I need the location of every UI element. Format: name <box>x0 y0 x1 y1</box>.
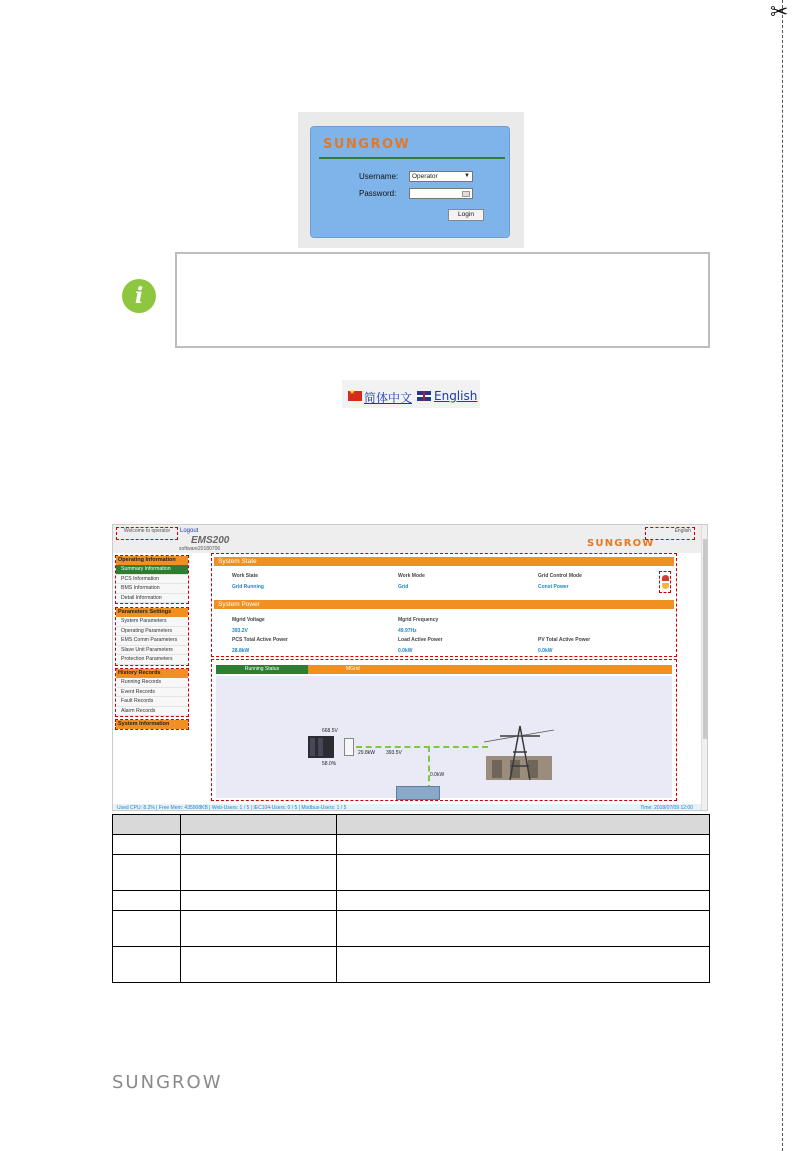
welcome-box: Welcome to operator <box>116 527 178 540</box>
system-power-title: System Power <box>214 600 674 609</box>
table-header-cell <box>181 815 337 835</box>
sidebar-group-parameters <box>115 607 189 666</box>
sidebar-group-operating <box>115 555 189 604</box>
ems-title: EMS200 <box>191 535 230 546</box>
table-cell <box>181 835 337 855</box>
login-divider <box>319 157 505 159</box>
pcs-power-value: 28.8kW <box>232 648 250 654</box>
cut-line <box>782 0 783 1151</box>
login-panel <box>310 126 510 238</box>
keyboard-icon[interactable] <box>462 191 470 197</box>
tab-running-status[interactable]: Running Status <box>216 665 308 674</box>
sidebar-item-fault-records[interactable]: Fault Records <box>116 697 188 707</box>
username-label: Username: <box>359 172 399 181</box>
load-building-icon <box>396 786 440 800</box>
password-label: Password: <box>359 189 397 198</box>
chinese-link[interactable]: 简体中文 <box>364 391 413 405</box>
battery-icon <box>308 736 334 758</box>
sidebar-head-system[interactable]: System Information <box>116 720 188 729</box>
sidebar-item-detail[interactable]: Detail Information <box>116 594 188 604</box>
login-screenshot <box>298 112 524 248</box>
collapse-arrows[interactable] <box>659 571 671 593</box>
pcs-power-flow: 29.8kW <box>358 750 375 756</box>
mgrid-frequency-value: 49.97Hz <box>398 628 417 634</box>
table-cell <box>337 855 710 891</box>
system-state-title: System State <box>214 557 674 566</box>
sidebar-head-history[interactable]: History Records <box>116 669 188 678</box>
software-version: software20180706 <box>179 546 221 552</box>
status-bar <box>113 804 701 811</box>
diagram-tabbar <box>216 665 672 674</box>
table-cell <box>181 891 337 911</box>
table-cell <box>113 891 181 911</box>
login-logo: SUNGROW <box>323 137 411 152</box>
table-cell <box>337 947 710 983</box>
sidebar-item-protection[interactable]: Protection Parameters <box>116 655 188 665</box>
sidebar-item-alarm-records[interactable]: Alarm Records <box>116 707 188 717</box>
battery-soc: 58.0% <box>322 761 337 767</box>
sidebar-item-event-records[interactable]: Event Records <box>116 688 188 698</box>
ems-logo: SUNGROW <box>587 538 655 549</box>
mgrid-voltage-label: Mgrid Voltage <box>232 617 265 623</box>
load-power-label: Load Active Power <box>398 637 443 643</box>
logout-link[interactable]: Logout <box>180 528 199 534</box>
username-select[interactable] <box>409 171 473 182</box>
table-cell <box>181 911 337 947</box>
system-state-panel <box>211 553 677 657</box>
grid-control-value: Const Power <box>538 584 569 590</box>
password-field[interactable] <box>409 188 473 199</box>
footer-logo: SUNGROW <box>112 1072 223 1093</box>
pcs-power-label: PCS Total Active Power <box>232 637 288 643</box>
table-header-cell <box>337 815 710 835</box>
table-cell <box>181 947 337 983</box>
table-cell <box>337 911 710 947</box>
work-state-value: Grid Running <box>232 584 264 590</box>
sidebar-item-ems-comm[interactable]: EMS Comm Parameters <box>116 636 188 646</box>
bus-voltage: 393.5V <box>386 750 402 756</box>
work-state-label: Work State <box>232 573 259 579</box>
table-cell <box>113 855 181 891</box>
power-line-vertical <box>428 746 430 791</box>
mgrid-frequency-label: Mgrid Frequency <box>398 617 439 623</box>
info-icon: i <box>122 279 156 313</box>
pv-power-value: 0.0kW <box>538 648 553 654</box>
power-line-horizontal <box>356 746 488 748</box>
scrollbar-thumb[interactable] <box>703 539 708 739</box>
sidebar-head-operating[interactable]: Operating Information <box>116 556 188 565</box>
table-row <box>113 855 710 891</box>
work-mode-value: Grid <box>398 584 409 590</box>
work-mode-label: Work Mode <box>398 573 425 579</box>
sidebar-item-running-records[interactable]: Running Records <box>116 678 188 688</box>
table-row <box>113 835 710 855</box>
scrollbar[interactable] <box>701 525 708 811</box>
load-power-value: 0.0kW <box>398 648 413 654</box>
table-cell <box>113 835 181 855</box>
note-box <box>175 252 710 348</box>
ems-main-screenshot <box>112 524 708 811</box>
sidebar-item-system-params[interactable]: System Parameters <box>116 617 188 627</box>
sidebar-group-history <box>115 668 189 717</box>
table-header-row <box>113 815 710 835</box>
sidebar-group-system <box>115 719 189 730</box>
pv-power-label: PV Total Active Power <box>538 637 591 643</box>
table-row <box>113 891 710 911</box>
status-bar-stats: Used CPU: 8.2% | Free Mem: 435908KB | Web-Users: 1 / 5 | IEC104-Users: 0 / 5 | Modbus-Users: 1 / 5 <box>117 805 347 811</box>
table-cell <box>337 891 710 911</box>
login-button[interactable]: Login <box>448 209 484 221</box>
table-row <box>113 947 710 983</box>
uk-flag-icon <box>417 391 431 401</box>
table-cell <box>181 855 337 891</box>
sidebar-item-bms[interactable]: BMS Information <box>116 584 188 594</box>
sidebar-item-operating-params[interactable]: Operating Parameters <box>116 627 188 637</box>
description-table <box>112 814 710 983</box>
mgrid-voltage-value: 393.2V <box>232 628 248 634</box>
username-value: Operator <box>412 173 438 180</box>
table-cell <box>113 911 181 947</box>
ems-header <box>113 525 708 553</box>
grid-control-label: Grid Control Mode <box>538 573 582 579</box>
table-cell <box>113 947 181 983</box>
sidebar-head-parameters[interactable]: Parameters Settings <box>116 608 188 617</box>
table-row <box>113 911 710 947</box>
status-bar-time: Time: 2018/07/09 12:00 <box>640 805 693 811</box>
english-link[interactable]: English <box>434 389 478 403</box>
running-status-panel <box>211 659 677 801</box>
china-flag-icon <box>348 391 362 401</box>
load-power-flow: 0.0kW <box>430 772 445 778</box>
table-header-cell <box>113 815 181 835</box>
sidebar-item-pcs[interactable]: PCS Information <box>116 575 188 585</box>
arrow-up-icon[interactable] <box>662 575 669 581</box>
arrow-down-icon[interactable] <box>662 583 669 589</box>
pcs-cabinet-icon <box>344 738 354 756</box>
table-cell <box>337 835 710 855</box>
ems-language-switch[interactable]: English <box>645 527 695 540</box>
sidebar-item-summary[interactable]: Summary Information <box>116 565 188 575</box>
tab-mgrid[interactable]: MGrid <box>346 666 360 672</box>
topology-diagram <box>216 676 672 798</box>
chevron-down-icon: ▼ <box>464 173 470 179</box>
scissors-icon: ✂ <box>770 0 789 25</box>
battery-voltage: 668.5V <box>322 728 338 734</box>
language-switch <box>342 380 480 408</box>
grid-substation-icon <box>480 722 558 782</box>
sidebar-item-slave-unit[interactable]: Slave Unit Parameters <box>116 646 188 656</box>
